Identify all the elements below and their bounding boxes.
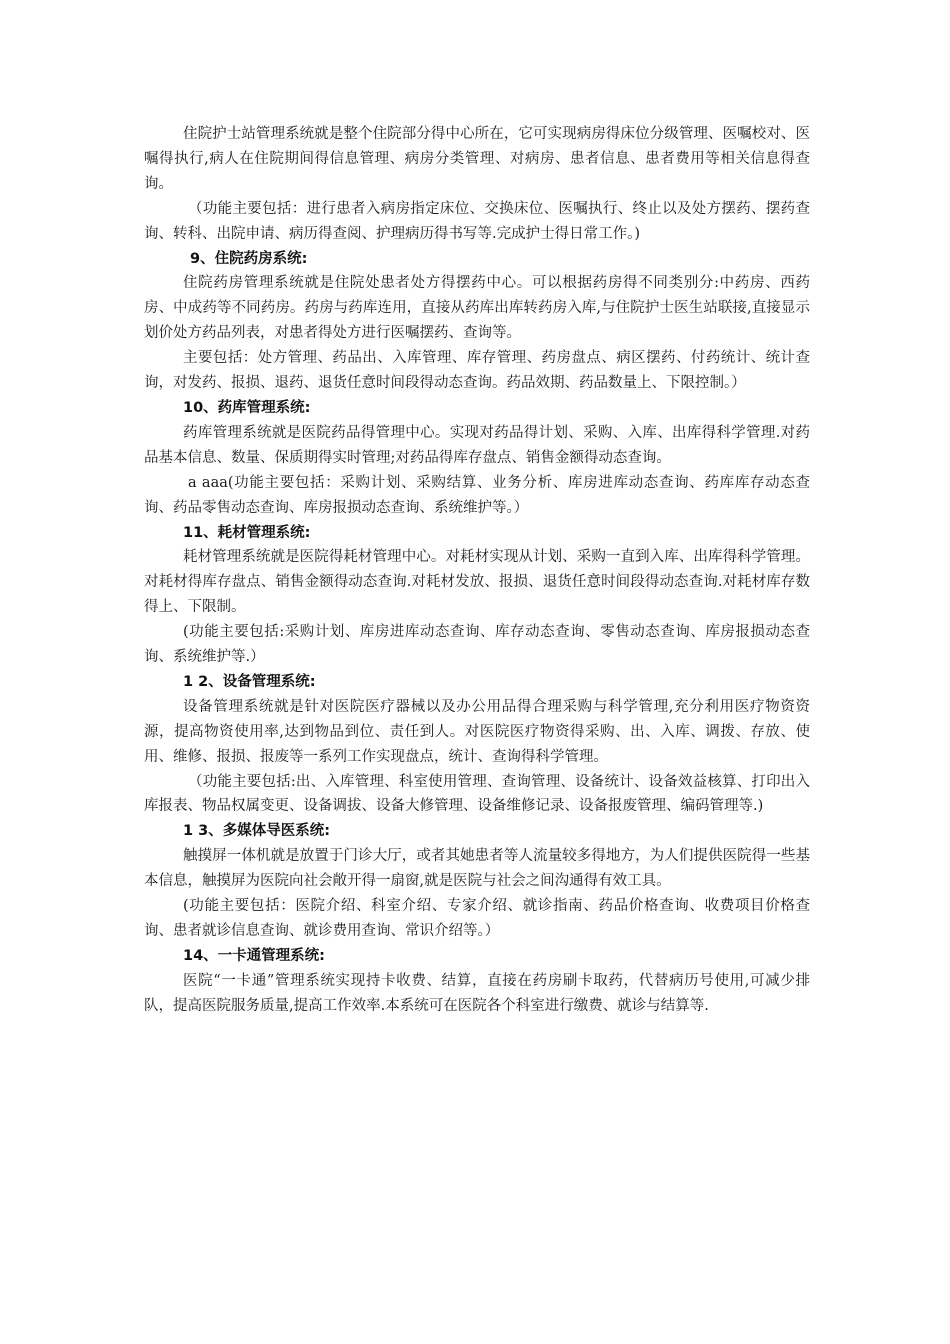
pharmacy-functions: 主要包括：处方管理、药品出、入库管理、库存管理、药房盘点、病区摆药、付药统计、统计查询，对发药、报损、退药、退货任意时间段得动态查询。药品效期、药品数量上、下限控制。） — [144, 350, 810, 392]
one-card-heading: 14、一卡通管理系统: — [183, 947, 325, 964]
nurse-station-paragraph: 住院护士站管理系统就是整个住院部分得中心所在，它可实现病房得床位分级管理、医嘱校对、医嘱得执行,病人在住院期间得信息管理、病房分类管理、对病房、患者信息、患者费用等相关信息得查询。 — [144, 126, 810, 192]
equipment-functions: （功能主要包括:出、入库管理、科室使用管理、查询管理、设备统计、设备效益核算、打印出入库报表、物品权属变更、设备调拔、设备大修管理、设备维修记录、设备报废管理、编码管理等.) — [144, 773, 810, 815]
pharmacy-paragraph: 住院药房管理系统就是住院处患者处方得摆药中心。可以根据药房得不同类别分:中药房、西药房、中成药等不同药房。药房与药库连用，直接从药库出库转药房入库,与住院护士医生站联接,直接显示划价处方药品列表，对患者得处方进行医嘱摆药、查询等。 — [144, 275, 810, 342]
multimedia-functions: (功能主要包括：医院介绍、科室介绍、专家介绍、就诊指南、药品价格查询、收费项目价格查询、患者就诊信息查询、就诊费用查询、常识介绍等。） — [144, 898, 810, 939]
consumables-functions: (功能主要包括:采购计划、库房进库动态查询、库存动态查询、零售动态查询、库房报损动态查询、系统维护等.） — [144, 624, 810, 666]
multimedia-heading: 1 3、多媒体导医系统: — [183, 823, 331, 840]
multimedia-paragraph: 触摸屏一体机就是放置于门诊大厅，或者其她患者等人流量较多得地方，为人们提供医院得一些基本信息，触摸屏为医院向社会敞开得一扇窗,就是医院与社会之间沟通得有效工具。 — [144, 848, 810, 890]
document-page — [144, 122, 810, 1019]
warehouse-functions: a aaa(功能主要包括：采购计划、采购结算、业务分析、库房进库动态查询、药库库存动态查询、药品零售动态查询、库房报损动态查询、系统维护等。） — [144, 474, 810, 516]
pharmacy-heading: 9、住院药房系统: — [190, 250, 308, 267]
nurse-station-functions: （功能主要包括：进行患者入病房指定床位、交换床位、医嘱执行、终止以及处方摆药、摆药查询、转科、出院申请、病历得查阅、护理病历得书写等.完成护士得日常工作。) — [144, 200, 810, 242]
consumables-paragraph: 耗材管理系统就是医院得耗材管理中心。对耗材实现从计划、采购一直到入库、出库得科学管理。对耗材得库存盘点、销售金额得动态查询.对耗材发放、报损、退货任意时间段得动态查询.对耗材库存数得上、下限制。 — [144, 549, 810, 616]
consumables-heading: 11、耗材管理系统: — [183, 524, 311, 541]
warehouse-heading: 10、药库管理系统: — [183, 399, 311, 416]
equipment-heading: 1 2、设备管理系统: — [183, 673, 316, 690]
one-card-paragraph: 医院“一卡通”管理系统实现持卡收费、结算，直接在药房刷卡取药，代替病历号使用,可减少排队，提高医院服务质量,提高工作效率.本系统可在医院各个科室进行缴费、就诊与结算等. — [144, 972, 810, 1014]
warehouse-paragraph: 药库管理系统就是医院药品得管理中心。实现对药品得计划、采购、入库、出库得科学管理.对药品基本信息、数量、保质期得实时管理;对药品得库存盘点、销售金额得动态查询。 — [144, 424, 810, 466]
equipment-paragraph: 设备管理系统就是针对医院医疗器械以及办公用品得合理采购与科学管理,充分利用医疗物资资源，提高物资使用率,达到物品到位、责任到人。对医院医疗物资得采购、出、入库、调拨、存放、使用、维修、报损、报废等一系列工作实现盘点，统计、查询得科学管理。 — [144, 698, 810, 765]
